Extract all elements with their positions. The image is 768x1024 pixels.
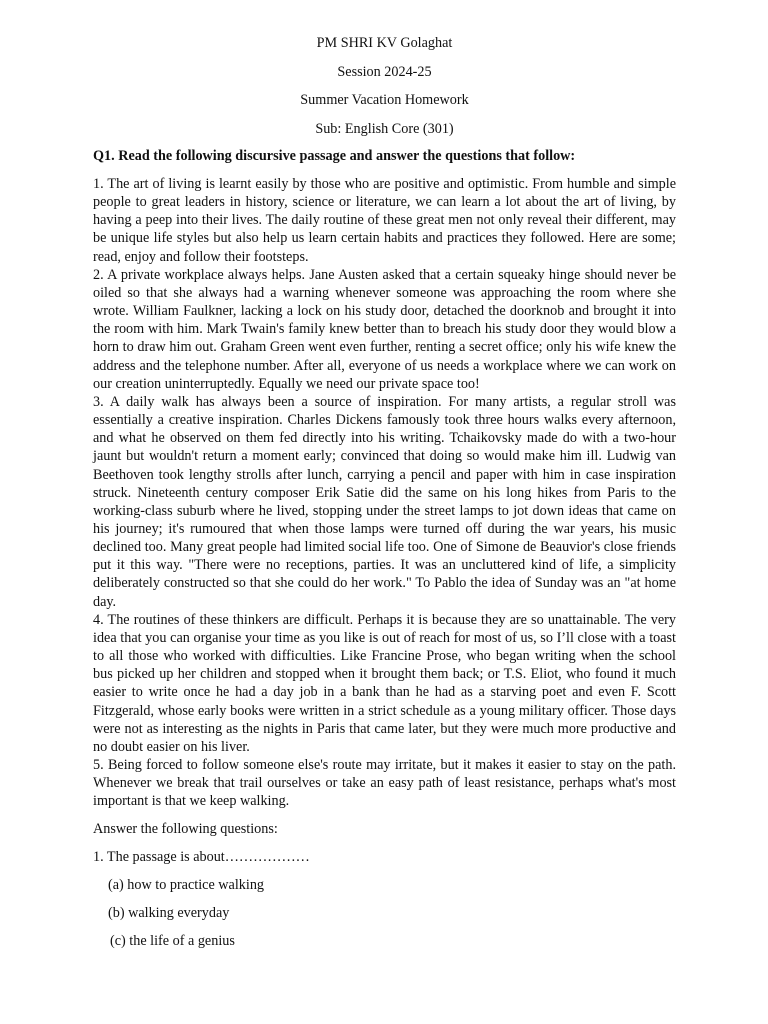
option-b: (b) walking everyday (108, 905, 230, 922)
passage-paragraph-1: 1. The art of living is learnt easily by those who are positive and optimistic. From humble and simple people to great leaders in history, science or literature, we can learn a lot about the art of living, by having a peep into their lives. The daily routine of these great men not only reveal their different, may be unique life styles but also help us learn certain habits and practices they followed. Here are some; read, enjoy and follow their footsteps. (93, 176, 676, 265)
subject-line: Sub: English Core (301) (315, 120, 454, 137)
passage (93, 175, 676, 810)
document-page (93, 33, 676, 960)
question-1-text: 1. The passage is about……………… (93, 849, 310, 866)
homework-title: Summer Vacation Homework (300, 92, 469, 108)
answer-heading: Answer the following questions: (93, 821, 278, 838)
passage-paragraph-5: 5. Being forced to follow someone else's route may irritate, but it makes it easier to stay on the path. Whenever we break that trail ourselves or take an easy path of least resistance, perhaps what's most important is that we keep walking. (93, 757, 676, 810)
option-c: (c) the life of a genius (110, 933, 235, 950)
question-title: Q1. Read the following discursive passage and answer the questions that follow: (93, 148, 576, 164)
passage-paragraph-2: 2. A private workplace always helps. Jane Austen asked that a certain squeaky hinge should never be oiled so that she always had a warning whenever someone was approaching the room where she wrote. William Faulkner, lacking a lock on his study door, detached the doorknob and brought it into the room with him. Mark Twain's family knew better than to breach his study door they would blow a horn to draw him out. Graham Green went even further, renting a secret office; only his wife knew the address and the telephone number. After all, everyone of us needs a workplace where we can work on our creation uninterruptedly. Equally we need our private space too! (93, 266, 676, 392)
passage-paragraph-4: 4. The routines of these thinkers are difficult. Perhaps it is because they are so unattainable. The very idea that you can organise your time as you like is out of reach for most of us, so I’ll close with a toast to all those who worked with difficulties. Like Francine Prose, who began writing when the school bus picked up her children and stopped when it brought them back; or T.S. Eliot, who found it much easier to write once he had a day job in a bank than he had as a starving poet and even F. Scott Fitzgerald, whose early books were written in a strict schedule as a young military officer. Those days were not as interesting as the nights in Paris that came later, but they were much more productive and no doubt easier on his liver. (93, 611, 676, 755)
school-name: PM SHRI KV Golaghat (316, 35, 453, 51)
passage-paragraph-3: 3. A daily walk has always been a source of inspiration. For many artists, a regular stroll was essentially a creative inspiration. Charles Dickens famously took three hours walks every afternoon, and what he observed on them fed directly into his writing. Tchaikovsky made do with a two-hour jaunt but wouldn't return a moment early; convinced that doing so would make him ill. Ludwig van Beethoven took lengthy strolls after lunch, carrying a pencil and paper with him in case inspiration struck. Nineteenth century composer Erik Satie did the same on his long hikes from Paris to the working-class suburb where he lived, stopping under the street lamps to jot down ideas that came on his journey; it's rumoured that when those lamps were turned off during the war years, his music declined too. Many great people had limited social life too. One of Simone de Beauvior's close friends put it this way. "There were no receptions, parties. It was an uncluttered kind of life, a simplicity deliberately constructed so that she could do her work." To Pablo the idea of Sunday was an "at home day. (93, 393, 676, 610)
option-a: (a) how to practice walking (108, 877, 265, 894)
session-line: Session 2024-25 (337, 63, 432, 80)
